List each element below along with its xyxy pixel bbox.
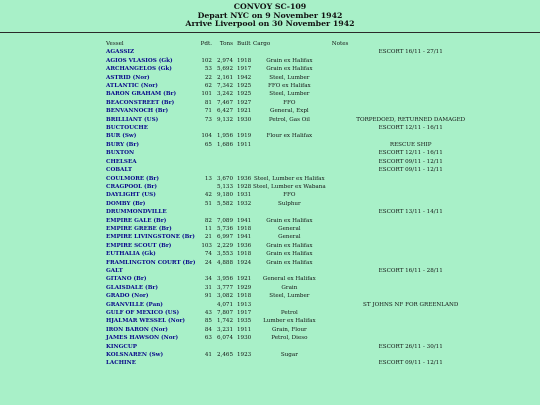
table-header-row [106, 40, 496, 48]
cell-notes [326, 309, 496, 317]
cell-pdt [198, 359, 214, 367]
cell-built [235, 267, 253, 275]
cell-pdt: 31 [204, 284, 212, 291]
cell-tons: 6,997 [216, 234, 233, 241]
cell-pdt: 63 [204, 335, 212, 342]
cell-tons [214, 343, 235, 351]
cell-vessel[interactable]: FRAMLINGTON COURT (Br) [106, 259, 196, 266]
cell-built: 1918 [237, 293, 252, 300]
cell-pdt: 11 [204, 225, 212, 232]
cell-built: 1919 [237, 133, 252, 140]
cell-vessel[interactable]: BENVANNOCH (Br) [106, 108, 169, 115]
cell-built: 1925 [237, 83, 252, 90]
cell-vessel[interactable]: CHELSEA [106, 158, 137, 165]
cell-notes [326, 200, 496, 208]
cell-built: 1931 [237, 192, 252, 199]
cell-vessel[interactable]: ARCHANGELOS (Gk) [106, 66, 172, 73]
cell-tons [214, 166, 235, 174]
cell-notes: ESCORT 13/11 - 14/11 [378, 209, 443, 216]
cell-vessel[interactable]: BUXTON [106, 150, 135, 157]
cell-cargo: Sulphur [278, 200, 301, 207]
cell-pdt: 82 [204, 217, 212, 224]
cell-pdt [198, 208, 214, 216]
cell-cargo: Grain ex Halifax [266, 251, 313, 258]
cell-cargo: Grain ex Halifax [266, 66, 313, 73]
cell-tons: 2,161 [216, 74, 233, 81]
cell-cargo [253, 359, 326, 367]
cell-tons: 5,133 [216, 183, 233, 190]
cell-notes [326, 250, 496, 258]
cell-cargo: Flour ex Halifax [266, 133, 313, 140]
table-row [106, 65, 496, 73]
cell-built: 1930 [237, 335, 252, 342]
column-header-cargo: Cargo [253, 41, 271, 47]
cell-built: 1911 [237, 141, 252, 148]
cell-vessel[interactable]: ATLANTIC (Nor) [106, 83, 158, 90]
cell-cargo: General, Expl [270, 108, 309, 115]
cell-vessel[interactable]: EUTHALIA (Gk) [106, 251, 156, 258]
cell-tons [214, 208, 235, 216]
cell-pdt [198, 301, 214, 309]
cell-cargo: Petrol [280, 310, 298, 316]
cell-cargo: General [278, 225, 301, 232]
cell-cargo [253, 301, 326, 309]
cell-notes [326, 242, 496, 250]
cell-pdt: 53 [204, 66, 212, 73]
table-row [106, 225, 496, 233]
cell-built [235, 359, 253, 367]
cell-built: 1918 [237, 251, 252, 258]
cell-tons: 5,692 [216, 66, 233, 73]
cell-vessel[interactable]: DRUMMONDVILLE [106, 209, 167, 216]
cell-built: 1935 [237, 318, 252, 325]
column-header-vessel: Vessel [106, 41, 124, 47]
cell-vessel[interactable]: KOLSNAREN (Sw) [106, 352, 164, 359]
cell-tons: 3,231 [216, 326, 233, 333]
cell-notes [326, 65, 496, 73]
cell-notes: ESCORT 09/11 - 12/11 [378, 167, 443, 174]
cell-notes [326, 225, 496, 233]
cell-tons: 5,736 [216, 225, 233, 232]
cell-vessel[interactable]: GLAISDALE (Br) [106, 284, 159, 291]
table-row [106, 90, 496, 98]
cell-pdt [198, 166, 214, 174]
cell-notes [326, 82, 496, 90]
cell-notes [326, 259, 496, 267]
cell-cargo: General ex Halifax [262, 276, 316, 283]
cell-pdt [198, 124, 214, 132]
cell-cargo [253, 149, 326, 157]
cell-pdt: 104 [201, 133, 212, 140]
cell-tons: 3,670 [216, 175, 233, 182]
cell-vessel[interactable]: HJALMAR WESSEL (Nor) [106, 318, 186, 325]
cell-cargo: Grain ex Halifax [266, 259, 313, 266]
cell-cargo: FFO [283, 99, 296, 106]
cell-cargo: Petrol, Gas Oil [268, 116, 310, 123]
cell-built [235, 48, 253, 56]
cell-tons: 2,465 [216, 352, 233, 359]
cell-tons [214, 124, 235, 132]
cell-cargo: Steel, Lumber [269, 74, 310, 81]
cell-built: 1930 [237, 116, 252, 123]
cell-notes [326, 326, 496, 334]
column-header-pdt: Pdt. [200, 41, 212, 47]
cell-notes: ESCORT 16/11 - 28/11 [378, 267, 443, 274]
cell-pdt: 73 [204, 116, 212, 123]
cell-cargo: Grain ex Halifax [266, 217, 313, 224]
cell-notes: ESCORT 26/11 - 30/11 [378, 343, 443, 350]
cell-vessel[interactable]: AGIOS VLASIOS (Gk) [106, 57, 173, 64]
cell-built: 1921 [237, 276, 252, 283]
cell-notes [326, 183, 496, 191]
cell-tons [214, 267, 235, 275]
table-row [106, 74, 496, 82]
cell-tons: 9,132 [216, 116, 233, 123]
table-row [106, 359, 496, 367]
cell-notes [326, 334, 496, 342]
cell-vessel[interactable]: ASTRID (Nor) [106, 74, 150, 81]
cell-vessel[interactable]: BUR (Sw) [106, 133, 137, 140]
cell-notes: ST JOHNS NF FOR GREENLAND [362, 301, 459, 308]
table-row [106, 166, 496, 174]
cell-pdt: 74 [204, 251, 212, 258]
cell-notes: ESCORT 09/11 - 12/11 [378, 158, 443, 165]
cell-vessel[interactable]: BURY (Br) [106, 141, 139, 148]
cell-notes: ESCORT 09/11 - 12/11 [378, 360, 443, 367]
table-row [106, 250, 496, 258]
cell-vessel[interactable]: JAMES HAWSON (Nor) [106, 335, 179, 342]
cell-vessel[interactable]: EMPIRE SCOUT (Br) [106, 242, 172, 249]
table-row [106, 191, 496, 199]
table-row [106, 183, 496, 191]
cell-pdt: 84 [204, 326, 212, 333]
cell-vessel[interactable]: CRAGPOOL (Br) [106, 183, 158, 190]
cell-tons: 2,974 [216, 57, 233, 64]
cell-built: 1918 [237, 225, 252, 232]
cell-pdt: 34 [204, 276, 212, 283]
cell-tons: 1,956 [216, 133, 233, 140]
table-row [106, 82, 496, 90]
cell-cargo: Steel, Lumber ex Halifax [254, 175, 325, 182]
table-row [106, 343, 496, 351]
cell-built: 1918 [237, 57, 252, 64]
cell-tons: 1,686 [216, 141, 233, 148]
cell-tons: 7,089 [216, 217, 233, 224]
cell-vessel[interactable]: EMPIRE LIVINGSTONE (Br) [106, 234, 195, 241]
cell-tons: 3,956 [216, 276, 233, 283]
cell-vessel[interactable]: EMPIRE GALE (Br) [106, 217, 167, 224]
cell-built: 1923 [237, 352, 252, 359]
table-row [106, 309, 496, 317]
cell-built: 1925 [237, 91, 252, 98]
table-row [106, 334, 496, 342]
cell-notes [326, 191, 496, 199]
cell-cargo [253, 48, 326, 56]
table-row [106, 351, 496, 359]
cell-pdt: 81 [204, 99, 212, 106]
cell-vessel[interactable]: BUCTOUCHE [106, 125, 148, 132]
cell-built [235, 343, 253, 351]
cell-tons: 7,342 [216, 83, 233, 90]
cell-tons: 4,071 [216, 301, 233, 308]
cell-tons [214, 149, 235, 157]
header-divider [0, 32, 540, 33]
cell-tons: 7,467 [216, 99, 233, 106]
cell-pdt: 13 [204, 175, 212, 182]
cell-built: 1928 [237, 183, 252, 190]
cell-built [235, 124, 253, 132]
cell-pdt: 21 [204, 234, 212, 241]
cell-cargo: Grain ex Halifax [266, 57, 313, 64]
cell-cargo: Grain ex Halifax [266, 242, 313, 249]
cell-tons [214, 359, 235, 367]
cell-pdt: 101 [201, 91, 212, 98]
column-header-notes: Notes [331, 41, 349, 47]
cell-notes [326, 284, 496, 292]
cell-built [235, 158, 253, 166]
cell-notes: TORPEDOED, RETURNED DAMAGED [356, 116, 466, 123]
cell-built [235, 166, 253, 174]
cell-tons: 3,082 [216, 293, 233, 300]
cell-notes [326, 90, 496, 98]
cell-pdt: 102 [201, 57, 212, 64]
cell-vessel[interactable]: GALT [106, 267, 123, 274]
table-row [106, 317, 496, 325]
cell-cargo [253, 343, 326, 351]
cell-cargo: FFO ex Halifax [267, 83, 311, 90]
depart-line: Depart NYC on 9 November 1942 [197, 10, 343, 20]
cell-pdt: 22 [204, 74, 212, 81]
cell-tons: 3,242 [216, 91, 233, 98]
cell-notes [326, 74, 496, 82]
cell-cargo: Lumber ex Halifax [263, 318, 316, 325]
cell-built: 1921 [237, 108, 252, 115]
table-row [106, 48, 496, 56]
cell-notes [326, 292, 496, 300]
cell-pdt: 103 [201, 242, 212, 249]
table-row [106, 217, 496, 225]
cell-notes [326, 99, 496, 107]
cell-pdt: 51 [204, 200, 212, 207]
cell-notes: ESCORT 12/11 - 16/11 [378, 125, 443, 132]
cell-cargo: Steel, Lumber [269, 293, 310, 300]
cell-notes [326, 57, 496, 65]
table-row [106, 259, 496, 267]
convoy-title: CONVOY SC-109 [233, 2, 307, 11]
cell-vessel[interactable]: DAYLIGHT (US) [106, 192, 156, 199]
cell-built: 1929 [237, 284, 252, 291]
cell-cargo: FFO [283, 192, 296, 199]
cell-vessel[interactable]: LACHINE [106, 360, 137, 367]
table-row [106, 208, 496, 216]
cell-tons [214, 48, 235, 56]
cell-cargo: Steel, Lumber ex Wabana [253, 183, 326, 190]
cell-built: 1917 [237, 66, 252, 73]
table-row [106, 242, 496, 250]
cell-notes [326, 217, 496, 225]
cell-notes: ESCORT 16/11 - 27/11 [378, 49, 443, 56]
cell-notes [326, 107, 496, 115]
table-row [106, 57, 496, 65]
column-header-built: Built [237, 41, 251, 47]
cell-pdt: 24 [204, 259, 212, 266]
cell-pdt [198, 48, 214, 56]
cell-pdt [198, 149, 214, 157]
table-row [106, 99, 496, 107]
cell-cargo: Grain [281, 284, 298, 291]
table-row [106, 116, 496, 124]
cell-pdt: 43 [204, 310, 212, 316]
cell-vessel[interactable]: BARON GRAHAM (Br) [106, 91, 177, 98]
cell-notes [326, 275, 496, 283]
cell-cargo [253, 208, 326, 216]
cell-pdt [198, 343, 214, 351]
cell-cargo: Sugar [280, 352, 298, 359]
cell-tons: 9,180 [216, 192, 233, 199]
cell-tons: 6,074 [216, 335, 233, 342]
cell-pdt: 65 [204, 141, 212, 148]
table-row [106, 132, 496, 140]
cell-vessel[interactable]: GITANO (Br) [106, 276, 147, 283]
cell-pdt: 41 [204, 352, 212, 359]
cell-notes [326, 132, 496, 140]
table-row [106, 233, 496, 241]
cell-vessel[interactable]: BEACONSTREET (Br) [106, 99, 175, 106]
cell-vessel[interactable]: COULMORE (Br) [106, 175, 160, 182]
cell-pdt: 62 [204, 83, 212, 90]
arrive-line: Arrive Liverpool on 30 November 1942 [185, 19, 355, 29]
cell-pdt: 85 [204, 318, 212, 325]
cell-pdt: 71 [204, 108, 212, 115]
table-row [106, 149, 496, 157]
cell-built: 1941 [237, 234, 252, 241]
cell-built: 1932 [237, 200, 252, 207]
cell-tons: 6,427 [216, 108, 233, 115]
table-row [106, 284, 496, 292]
cell-pdt [198, 267, 214, 275]
column-header-tons: Tons [219, 41, 233, 47]
cell-notes: RESCUE SHIP [389, 141, 432, 148]
cell-pdt: 91 [204, 293, 212, 300]
cell-cargo [253, 141, 326, 149]
table-row [106, 124, 496, 132]
cell-built: 1911 [237, 326, 252, 333]
cell-cargo [253, 124, 326, 132]
table-row [106, 107, 496, 115]
cell-vessel[interactable]: EMPIRE GREBE (Br) [106, 225, 172, 232]
cell-tons: 1,742 [216, 318, 233, 325]
cell-tons: 7,807 [216, 310, 233, 316]
cell-vessel[interactable]: IRON BARON (Nor) [106, 326, 168, 333]
table-row [106, 141, 496, 149]
cell-cargo: Petrol, Dieso [271, 335, 308, 342]
cell-tons [214, 158, 235, 166]
cell-vessel[interactable]: DOMBY (Br) [106, 200, 146, 207]
convoy-table [106, 40, 496, 368]
cell-built: 1927 [237, 99, 252, 106]
cell-built [235, 208, 253, 216]
cell-cargo [253, 158, 326, 166]
cell-tons: 4,888 [216, 259, 233, 266]
cell-vessel[interactable]: KINGCUP [106, 343, 137, 350]
cell-vessel[interactable]: AGASSIZ [106, 49, 135, 56]
cell-tons: 3,553 [216, 251, 233, 258]
cell-notes [326, 175, 496, 183]
cell-vessel[interactable]: COBALT [106, 167, 133, 174]
cell-built: 1941 [237, 217, 252, 224]
cell-notes [326, 351, 496, 359]
cell-notes [326, 317, 496, 325]
cell-notes [326, 233, 496, 241]
cell-pdt [198, 183, 214, 191]
cell-cargo: General [278, 234, 301, 241]
cell-vessel[interactable]: GULF OF MEXICO (US) [106, 310, 180, 316]
cell-vessel[interactable]: BRILLIANT (US) [106, 116, 159, 123]
cell-notes: ESCORT 12/11 - 16/11 [378, 150, 443, 157]
cell-built: 1913 [237, 301, 252, 308]
table-row [106, 200, 496, 208]
cell-built [235, 149, 253, 157]
cell-tons: 3,777 [216, 284, 233, 291]
cell-vessel[interactable]: GRADO (Nor) [106, 293, 149, 300]
cell-built: 1917 [237, 310, 252, 316]
cell-built: 1936 [237, 242, 252, 249]
cell-pdt: 42 [204, 192, 212, 199]
cell-vessel[interactable]: GRANVILLE (Pan) [106, 301, 163, 308]
cell-cargo: Steel, Lumber [269, 91, 310, 98]
cell-built: 1924 [237, 259, 252, 266]
table-row [106, 275, 496, 283]
cell-tons: 2,229 [216, 242, 233, 249]
table-row [106, 292, 496, 300]
table-row [106, 175, 496, 183]
cell-pdt [198, 158, 214, 166]
cell-built: 1942 [237, 74, 252, 81]
table-row [106, 326, 496, 334]
convoy-header [0, 0, 540, 29]
cell-cargo: Grain, Flour [271, 326, 307, 333]
table-row [106, 301, 496, 309]
table-row [106, 267, 496, 275]
cell-cargo [253, 166, 326, 174]
cell-tons: 5,582 [216, 200, 233, 207]
table-row [106, 158, 496, 166]
cell-cargo [253, 267, 326, 275]
cell-built: 1936 [237, 175, 252, 182]
